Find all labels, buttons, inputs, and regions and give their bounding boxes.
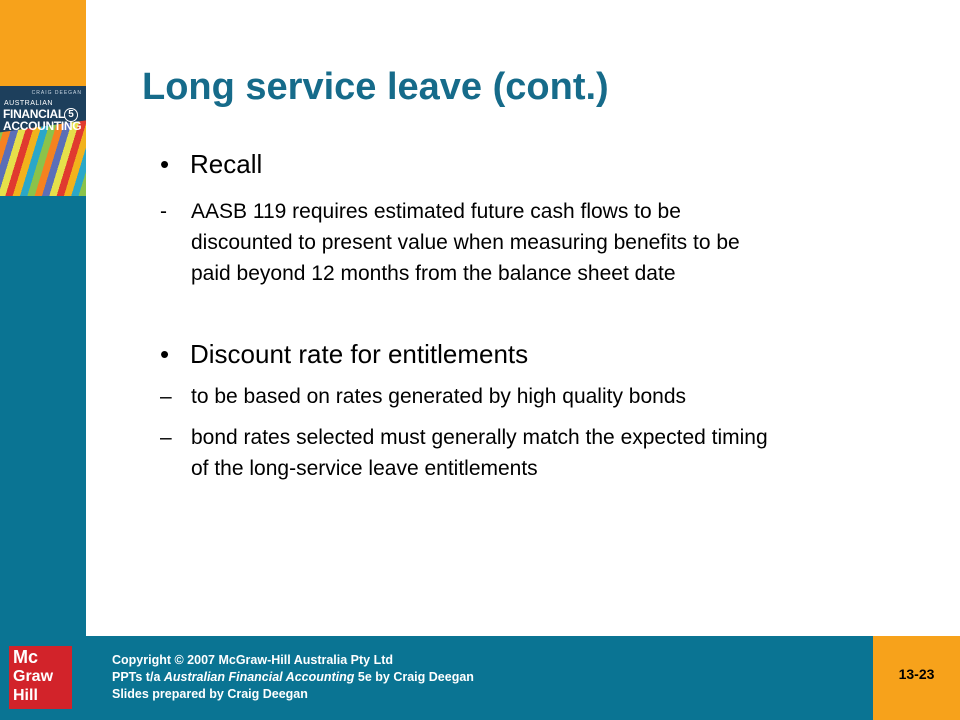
sub-item-marker: – (160, 385, 172, 408)
sub-item-line: paid beyond 12 months from the balance sheet date (191, 262, 676, 285)
sub-item-text (191, 422, 931, 484)
logo-line: Hill (13, 687, 38, 704)
sub-item-line: of the long-service leave entitlements (191, 457, 538, 480)
sub-item-bond-rates-timing (160, 422, 940, 486)
sub-item-aasb119 (160, 196, 940, 291)
copyright-line1: Copyright © 2007 McGraw-Hill Australia Pty Ltd (112, 653, 394, 667)
logo-line: Mc (13, 647, 39, 667)
copyright-line2-book-title: Australian Financial Accounting (163, 670, 355, 684)
copyright-line3: Slides prepared by Craig Deegan (112, 687, 308, 701)
book-cover-title-line3: ACCOUNTING (3, 119, 82, 133)
logo-line: Graw (13, 668, 54, 685)
copyright-line2-prefix: PPTs t/a (112, 670, 164, 684)
bullet-marker: • (160, 149, 170, 179)
copyright-line2-suffix: 5e by Craig Deegan (354, 670, 474, 684)
sub-item-text (191, 381, 931, 412)
book-cover-title-line1: AUSTRALIAN (4, 100, 53, 107)
copyright-notice (112, 652, 474, 703)
slide-title: Long service leave (cont.) (142, 66, 609, 108)
book-cover-title-line2: FINANCIAL (3, 107, 65, 121)
bullet-text: Discount rate for entitlements (190, 339, 529, 369)
sub-item-marker: – (160, 426, 172, 449)
sub-item-high-quality-bonds (160, 381, 940, 413)
sub-item-marker: - (160, 200, 167, 223)
book-cover-edition-badge: 5 (64, 108, 78, 122)
copyright-line2 (112, 669, 474, 686)
page-number: 13-23 (898, 666, 935, 682)
bullet-text: Recall (190, 149, 263, 179)
sub-item-line: to be based on rates generated by high quality bonds (191, 385, 687, 408)
left-top-orange-block (0, 0, 86, 86)
mcgraw-hill-logo (9, 646, 72, 709)
sub-item-line: discounted to present value when measuring benefits to be (191, 231, 740, 254)
bullet-item-discount-rate (160, 339, 528, 370)
bullet-marker: • (160, 339, 170, 369)
sub-item-line: AASB 119 requires estimated future cash flows to be (191, 200, 681, 223)
bullet-item-recall (160, 149, 262, 180)
book-cover-author: CRAIG DEEGAN (31, 90, 82, 96)
sub-item-line: bond rates selected must generally match the expected timing (191, 426, 768, 449)
sub-item-text (191, 196, 931, 289)
book-cover-thumbnail (0, 86, 86, 196)
